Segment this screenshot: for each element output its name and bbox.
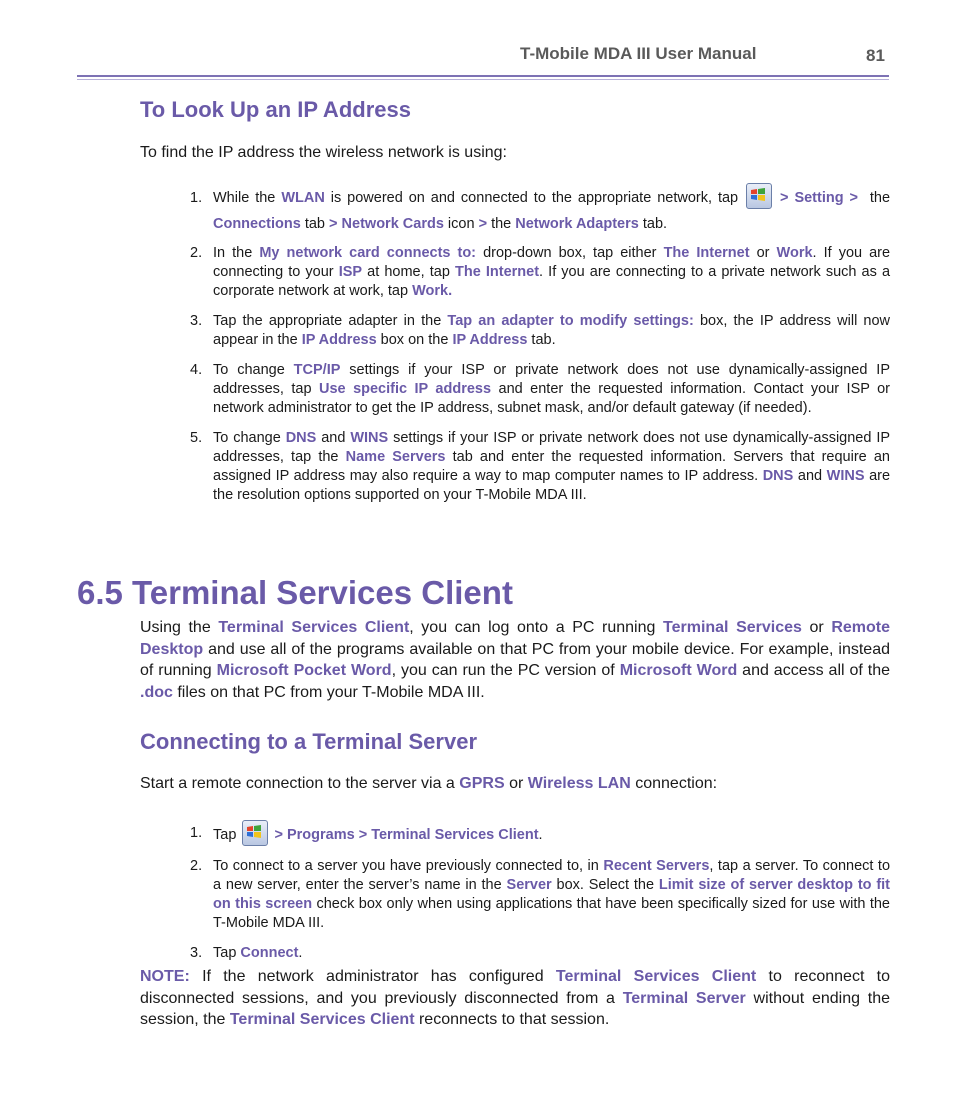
lookup-steps [190,185,890,505]
heading-lookup-ip: To Look Up an IP Address [140,97,411,122]
note-label: NOTE: [140,968,190,985]
connect-step-3: 3. Tap Connect. [190,945,303,961]
connect-intro: Start a remote connection to the server via a GPRS or Wireless LAN connection: [140,775,718,792]
lookup-step-1: 1. While the WLAN is powered on and connected to the appropriate network, tap > Setting > the Connections tab > Network Cards icon > the Network Adapters tab. [190,185,890,237]
windows-start-icon [242,820,268,846]
lookup-step-2: 2. In the My network card connects to: drop-down box, tap either The Internet or Work. If you are connecting to your ISP at home, tap The Internet. If you are connecting to a private network such as a corporate network at work, tap Work. [190,245,891,299]
connect-step-1: 1. Tap > Programs > Terminal Services Client. [190,824,890,846]
header-rule [77,75,889,77]
terminal-paragraph: Using the Terminal Services Client, you can log onto a PC running Terminal Services or Remote Desktop and use all of the programs available on that PC from your mobile device. For example, instead of running Microsoft Pocket Word, you can run the PC version of Microsoft Word and access all of the .doc files on that PC from your T-Mobile MDA III. [140,619,891,701]
windows-start-icon [746,183,772,209]
page-number: 81 [866,46,885,65]
connect-step-2: 2. To connect to a server you have previously connected to, in Recent Servers, tap a server. To connect to a new server, enter the server’s name in the Server box. Select the Limit size of server desktop to fit on this screen check box only when using applications that have been specifically sized for use with the T-Mobile MDA III. [190,858,891,931]
lookup-step-3: 3. Tap the appropriate adapter in the Tap an adapter to modify settings: box, the IP address will now appear in the IP Address box on the IP Address tab. [190,313,891,348]
connect-steps [190,824,890,963]
lookup-intro: To find the IP address the wireless network is using: [140,144,507,161]
manual-title: T-Mobile MDA III User Manual [520,44,757,63]
lookup-step-5: 5. To change DNS and WINS settings if your ISP or private network does not use dynamically-assigned IP addresses, tap the Name Servers tab and enter the requested information. Servers that require an assigned IP address may also require a way to map computer names to IP address. DNS and WINS are the resolution options supported on your T-Mobile MDA III. [190,430,891,503]
lookup-step-4: 4. To change TCP/IP settings if your ISP or private network does not use dynamically-assigned IP addresses, tap Use specific IP address and enter the requested information. Contact your ISP or network administrator to get the IP address, subnet mask, and/or default gateway (if needed). [190,362,891,416]
heading-terminal-services: 6.5 Terminal Services Client [77,574,513,611]
note-paragraph: NOTE: If the network administrator has configured Terminal Services Client to reconnect to disconnected sessions, and you previously disconnected from a Terminal Server without ending the session, the Terminal Services Client reconnects to that session. [140,968,891,1028]
heading-connecting: Connecting to a Terminal Server [140,729,478,754]
header-rule-thin [77,79,889,80]
